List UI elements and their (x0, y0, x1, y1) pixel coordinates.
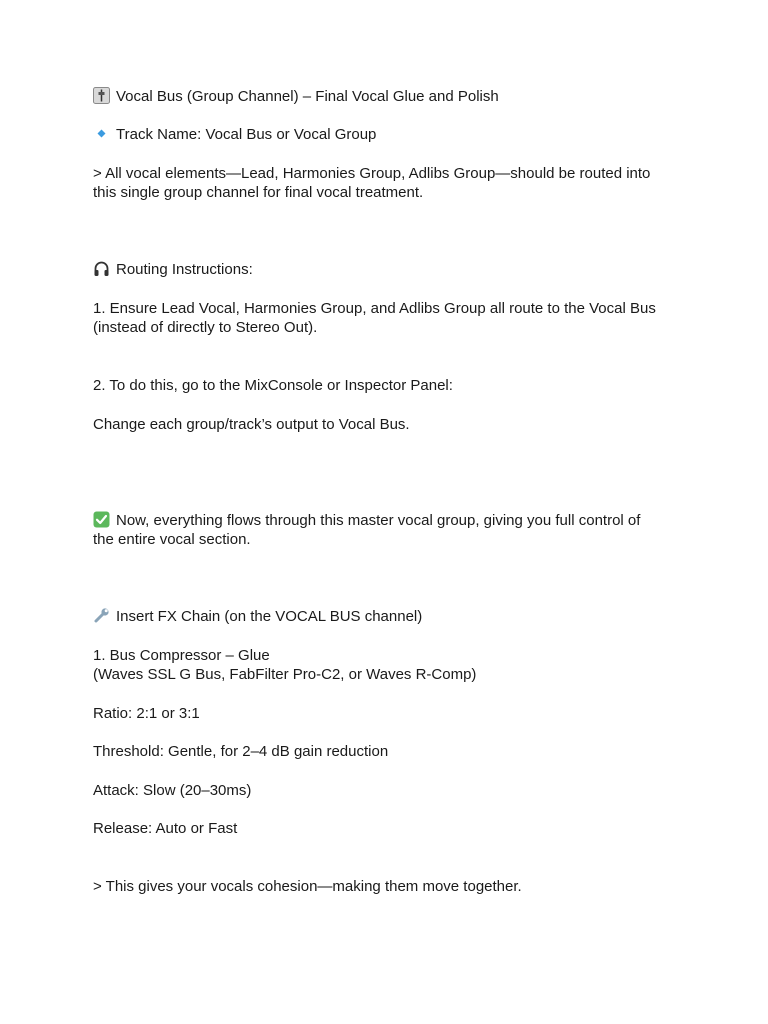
track-name: Track Name: Vocal Bus or Vocal Group (116, 126, 377, 143)
summary-line-2: the entire vocal section. (93, 531, 251, 548)
track-name-line (93, 125, 693, 144)
summary-line-1 (93, 511, 693, 530)
ratio-line: Ratio: 2:1 or 3:1 (93, 705, 200, 722)
attack-line: Attack: Slow (20–30ms) (93, 782, 252, 799)
summary-text-1: Now, everything flows through this master vocal group, giving you full control of (116, 512, 641, 529)
step2-line: 2. To do this, go to the MixConsole or Inspector Panel: (93, 377, 453, 394)
title-line (93, 87, 693, 106)
step1-line-1: 1. Ensure Lead Vocal, Harmonies Group, and Adlibs Group all route to the Vocal Bus (93, 300, 656, 317)
doc-title: Vocal Bus (Group Channel) – Final Vocal Glue and Polish (116, 88, 499, 105)
routing-heading-line (93, 260, 693, 279)
fx1-plugins-line: (Waves SSL G Bus, FabFilter Pro-C2, or Waves R-Comp) (93, 666, 477, 683)
blue-diamond-icon (93, 125, 110, 142)
wrench-icon (93, 607, 110, 624)
intro-line-2: this single group channel for final vocal treatment. (93, 184, 424, 201)
step2-detail-line: Change each group/track’s output to Vocal Bus. (93, 416, 410, 433)
fx-heading: Insert FX Chain (on the VOCAL BUS channel) (116, 608, 423, 625)
control-knobs-icon (93, 87, 110, 104)
intro-line-1: > All vocal elements—Lead, Harmonies Group, Adlibs Group—should be routed into (93, 165, 651, 182)
step1-line-2: (instead of directly to Stereo Out). (93, 319, 318, 336)
fx-heading-line (93, 607, 693, 626)
threshold-line: Threshold: Gentle, for 2–4 dB gain reduction (93, 743, 389, 760)
check-mark-button-icon (93, 511, 110, 528)
routing-heading: Routing Instructions: (116, 261, 253, 278)
fx1-title-line: 1. Bus Compressor – Glue (93, 647, 270, 664)
closing-line: > This gives your vocals cohesion—making them move together. (93, 878, 522, 895)
headphones-icon (93, 260, 110, 277)
release-line: Release: Auto or Fast (93, 820, 238, 837)
